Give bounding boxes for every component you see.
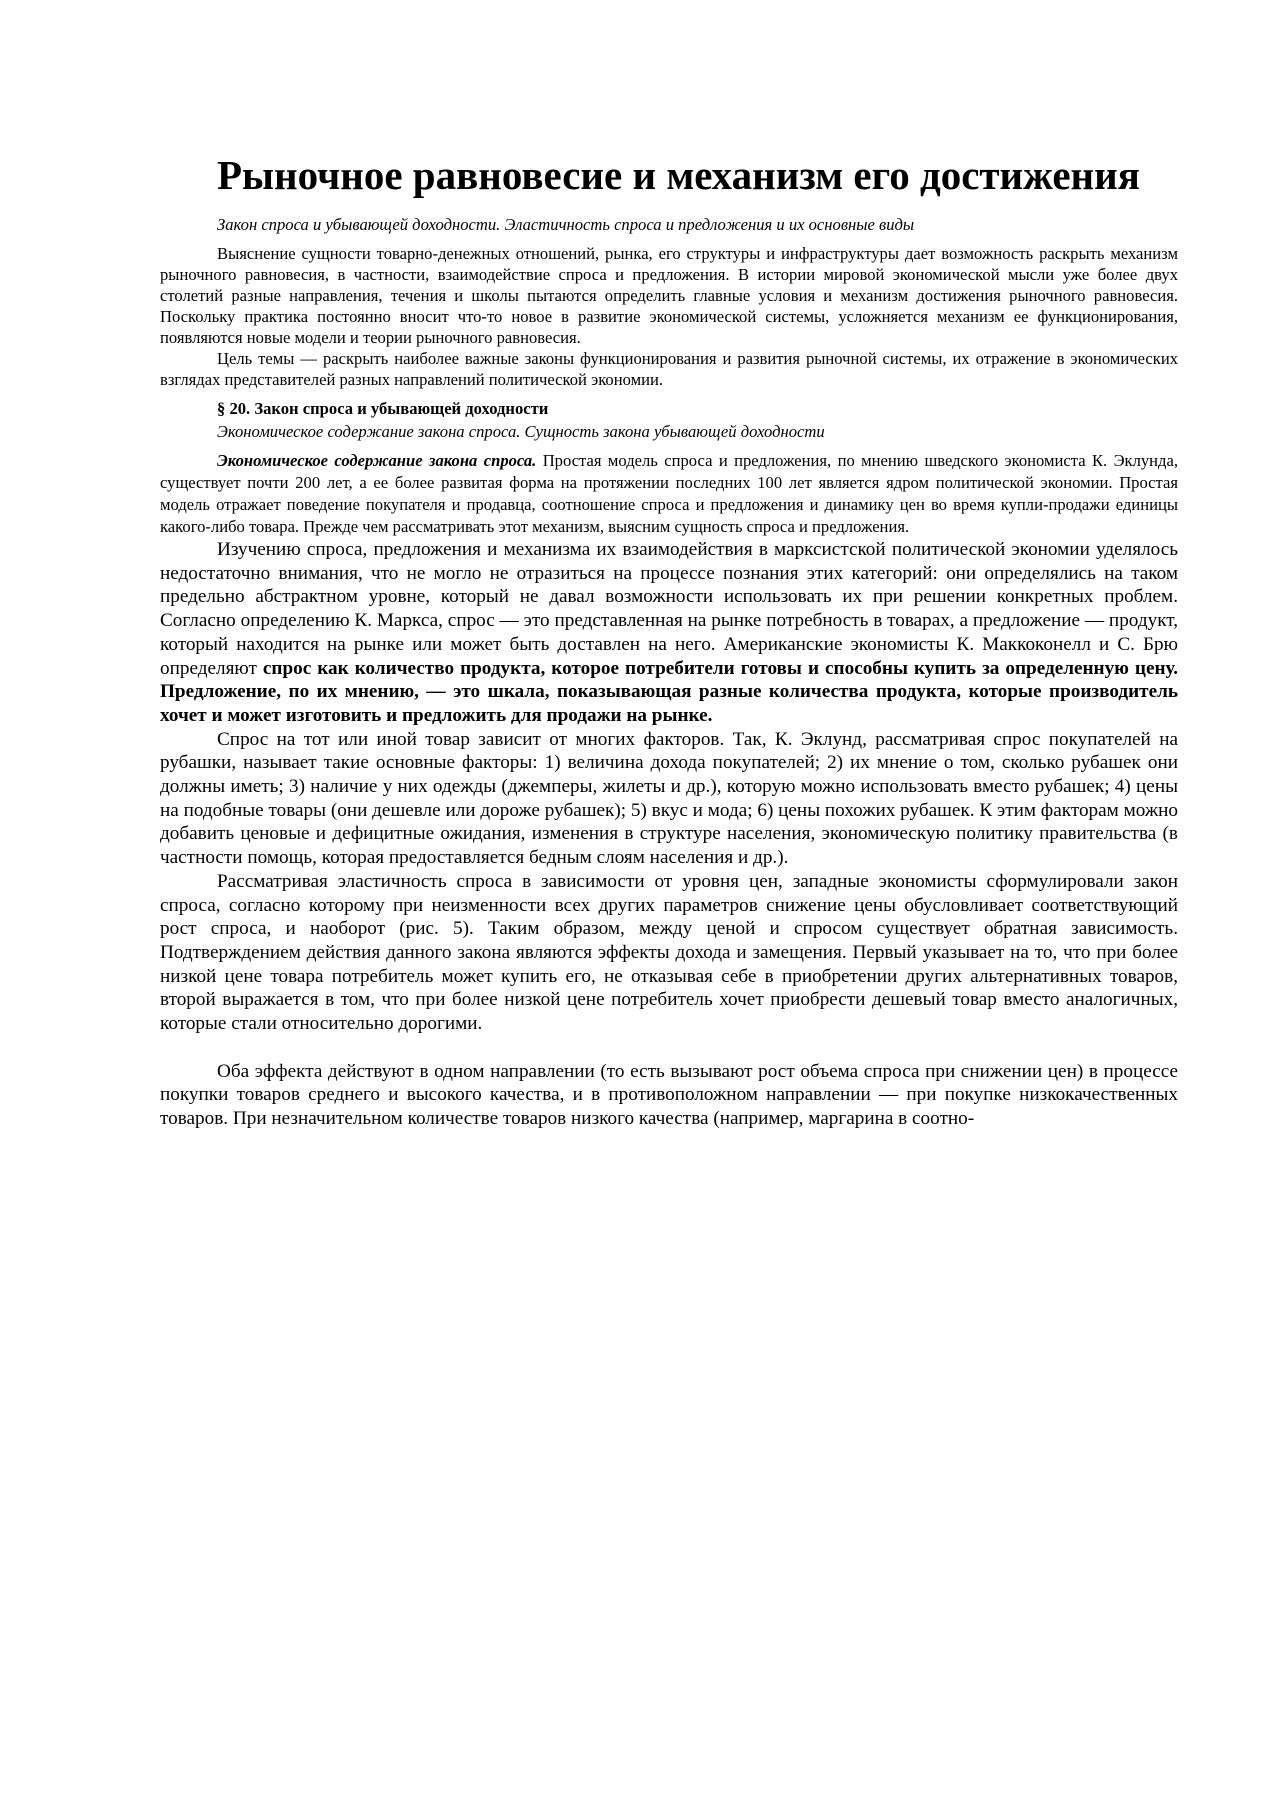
page-title: Рыночное равновесие и механизм его достижения bbox=[217, 152, 1140, 198]
section-subheading: Экономическое содержание закона спроса. Сущность закона убывающей доходности bbox=[217, 422, 825, 441]
paragraph-lead: Экономическое содержание закона спроса. bbox=[217, 451, 537, 470]
paragraph-demand-law: Рассматривая эластичность спроса в зависимости от уровня цен, западные экономисты сформулировали закон спроса, согласно которому при неизменности всех других параметров снижение цены обусловливает соответствующий рост спроса, и наоборот (рис. 5). Таким образом, между ценой и спросом существует обратная зависимость. Подтверждением действия данного закона являются эффекты дохода и замещения. Первый указывает на то, что при более низкой цене товара потребитель может купить его, не отказывая себе в приобретении других альтернативных товаров, второй выражается в том, что при более низкой цене потребитель хочет приобрести дешевый товар вместо аналогичных, которые стали относительно дорогими. bbox=[160, 870, 1178, 1035]
paragraph-bold-definition: спрос как количество продукта, которое потребители готовы и способны купить за определенную цену. Предложение, по их мнению, — это шкала, показывающая разные количества продукта, которые производитель хочет и может изготовить и предложить для продажи на рынке. bbox=[160, 657, 1178, 726]
intro-paragraph-2: Цель темы — раскрыть наиболее важные законы функционирования и развития рыночной системы, их отражение в экономических взглядах представителей разных направлений политической экономии. bbox=[160, 349, 1178, 389]
page-subtitle: Закон спроса и убывающей доходности. Эластичность спроса и предложения и их основные виды bbox=[217, 215, 915, 234]
section-heading: § 20. Закон спроса и убывающей доходности bbox=[217, 399, 549, 418]
paragraph-spacer bbox=[160, 1036, 1178, 1060]
paragraph-demand-model bbox=[160, 450, 1178, 538]
paragraph-text: Изучению спроса, предложения и механизма их взаимодействия в марксистской политической экономии уделялось недостаточно внимания, что не могло не отразиться на процессе познания этих категорий: они определялись на таком предельно абстрактном уровне, который не давал возможности использовать их при решении конкретных проблем. Согласно определению К. Маркса, спрос — это представленная на рынке потребность в товарах, а предложение — продукт, который находится на рынке или может быть доставлен на него. Американские экономисты К. Маккоконелл и С. Брю определяют bbox=[160, 539, 1178, 679]
intro-paragraph-1: Выяснение сущности товарно-денежных отношений, рынка, его структуры и инфраструктуры дает возможность раскрыть механизм рыночного равновесия, в частности, взаимодействие спроса и предложения. В истории мировой экономической мысли уже более двух столетий разные направления, течения и школы пытаются определить главные условия и механизм достижения рыночного равновесия. Поскольку практика постоянно вносит что-то новое в развитие экономической системы, усложняется механизм ее функционирования, появляются новые модели и теории рыночного равновесия. bbox=[160, 244, 1178, 347]
paragraph-effects: Оба эффекта действуют в одном направлении (то есть вызывают рост объема спроса при снижении цен) в процессе покупки товаров среднего и высокого качества, и в противоположном направлении — при покупке низкокачественных товаров. При незначительном количестве товаров низкого качества (например, маргарина в соотно- bbox=[160, 1060, 1178, 1130]
paragraph-text: Простая модель спроса и предложения, по мнению шведского экономиста К. Эклунда, существует почти 200 лет, а ее более развитая форма на протяжении последних 100 лет является ядром политической экономии. Простая модель отражает поведение покупателя и продавца, соотношение спроса и предложения и динамику цен во время купли-продажи единицы какого-либо товара. Прежде чем рассматривать этот механизм, выясним сущность спроса и предложения. bbox=[160, 451, 1179, 536]
paragraph-demand-study bbox=[160, 538, 1178, 728]
paragraph-demand-factors: Спрос на тот или иной товар зависит от многих факторов. Так, К. Эклунд, рассматривая спрос покупателей на рубашки, называет такие основные факторы: 1) величина дохода покупателей; 2) их мнение о том, сколько рубашек они должны иметь; 3) наличие у них одежды (джемперы, жилеты и др.), которую можно использовать вместо рубашек; 4) цены на подобные товары (они дешевле или дороже рубашек); 5) вкус и мода; 6) цены похожих рубашек. К этим факторам можно добавить ценовые и дефицитные ожидания, изменения в структуре населения, экономическую политику правительства (в частности помощь, которая предоставляется бедным слоям населения и др.). bbox=[160, 728, 1178, 869]
document-page bbox=[160, 150, 1178, 1131]
